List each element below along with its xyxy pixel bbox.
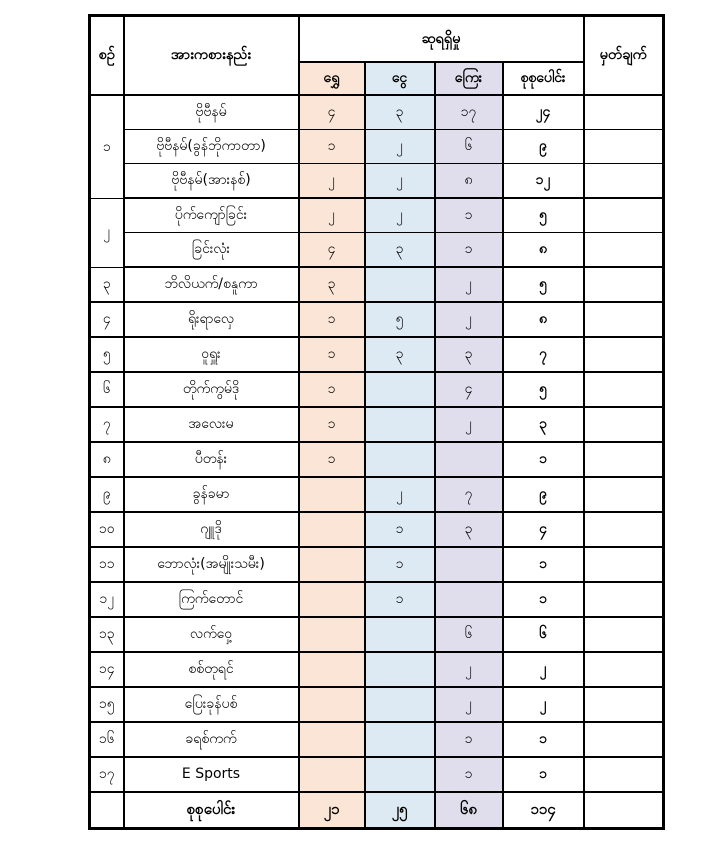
sport-name: ဝူရှူး (124, 337, 299, 372)
row-number: ၂ (90, 198, 124, 267)
gold-value (299, 722, 365, 757)
sport-name: ရိုးရာလှေ (124, 302, 299, 337)
sport-name: ဗိုဗီနမ်(အားနစ်) (124, 164, 299, 199)
gold-value (299, 617, 365, 652)
total-gold-value: ၂၁ (299, 792, 365, 829)
bronze-value: ၆ (435, 130, 503, 164)
header-remark: မှတ်ချက် (584, 16, 664, 96)
table-row (90, 757, 664, 792)
remark-cell (584, 512, 664, 547)
table-body (90, 95, 664, 792)
gold-value: ၄ (299, 95, 365, 130)
table-row (90, 442, 664, 477)
row-number: ၃ (90, 267, 124, 302)
remark-cell (584, 547, 664, 582)
remark-cell (584, 337, 664, 372)
sport-name: ဗိုဗီနမ် (124, 95, 299, 130)
remark-cell (584, 442, 664, 477)
bronze-value: ၄ (435, 372, 503, 407)
silver-value: ၅ (365, 302, 435, 337)
sport-name: ကြက်တောင် (124, 582, 299, 617)
total-value: ၅ (503, 198, 584, 233)
total-value: ၉ (503, 477, 584, 512)
gold-value: ၁ (299, 302, 365, 337)
bronze-value: ၂ (435, 267, 503, 302)
row-number: ၄ (90, 302, 124, 337)
total-value: ၂ (503, 652, 584, 687)
silver-value (365, 617, 435, 652)
table-footer (90, 792, 664, 829)
total-value: ၇ (503, 337, 584, 372)
gold-value: ၁ (299, 372, 365, 407)
header-silver: ငွေ (365, 62, 435, 95)
header-medals: ဆုရရှိမှု (299, 16, 584, 63)
total-value: ၁ (503, 442, 584, 477)
bronze-value: ၈ (435, 164, 503, 199)
row-number: ၈ (90, 442, 124, 477)
table-header (90, 16, 664, 96)
silver-value (365, 652, 435, 687)
row-number: ၁၀ (90, 512, 124, 547)
bronze-value (435, 582, 503, 617)
sport-name: ဘိလိယက်/စနူကာ (124, 267, 299, 302)
total-value: ၂ (503, 687, 584, 722)
sport-name: ပိုက်ကျော်ခြင်း (124, 198, 299, 233)
table-row (90, 512, 664, 547)
sport-name: ခွန်ခမာ (124, 477, 299, 512)
remark-cell (584, 477, 664, 512)
table-row (90, 233, 664, 268)
remark-cell (584, 652, 664, 687)
sport-name: E Sports (124, 757, 299, 792)
gold-value (299, 512, 365, 547)
table-row (90, 130, 664, 164)
silver-value (365, 757, 435, 792)
total-remark-cell (584, 792, 664, 829)
silver-value: ၂ (365, 130, 435, 164)
table-row (90, 722, 664, 757)
total-no-cell (90, 792, 124, 829)
sport-name: ဂျူဒို (124, 512, 299, 547)
total-value: ၉ (503, 130, 584, 164)
silver-value (365, 267, 435, 302)
remark-cell (584, 372, 664, 407)
remark-cell (584, 267, 664, 302)
sport-name: တိုက်ကွမ်ဒို (124, 372, 299, 407)
bronze-value (435, 442, 503, 477)
bronze-value: ၁ (435, 233, 503, 268)
header-bronze: ကြေး (435, 62, 503, 95)
total-value: ၂၄ (503, 95, 584, 130)
silver-value: ၃ (365, 337, 435, 372)
medal-tally-table (88, 14, 665, 830)
remark-cell (584, 407, 664, 442)
silver-value: ၃ (365, 95, 435, 130)
row-number: ၁၂ (90, 582, 124, 617)
silver-value: ၁ (365, 582, 435, 617)
gold-value (299, 547, 365, 582)
sport-name: လက်ဝှေ့ (124, 617, 299, 652)
remark-cell (584, 757, 664, 792)
table-row (90, 477, 664, 512)
gold-value: ၁ (299, 337, 365, 372)
gold-value: ၁ (299, 407, 365, 442)
gold-value (299, 582, 365, 617)
total-row (90, 792, 664, 829)
silver-value (365, 372, 435, 407)
total-value: ၁ (503, 722, 584, 757)
bronze-value: ၁ (435, 198, 503, 233)
silver-value (365, 407, 435, 442)
silver-value: ၁ (365, 547, 435, 582)
bronze-value: ၁ (435, 757, 503, 792)
row-number: ၁၆ (90, 722, 124, 757)
silver-value (365, 442, 435, 477)
table-row (90, 95, 664, 130)
row-number: ၁၅ (90, 687, 124, 722)
row-number: ၉ (90, 477, 124, 512)
remark-cell (584, 198, 664, 233)
total-value: ၈ (503, 233, 584, 268)
gold-value (299, 477, 365, 512)
silver-value (365, 722, 435, 757)
gold-value: ၃ (299, 267, 365, 302)
gold-value (299, 757, 365, 792)
table-row (90, 372, 664, 407)
remark-cell (584, 617, 664, 652)
total-silver-value: ၂၅ (365, 792, 435, 829)
row-number: ၁၄ (90, 652, 124, 687)
row-number: ၁၃ (90, 617, 124, 652)
silver-value (365, 687, 435, 722)
table-row (90, 687, 664, 722)
sport-name: ပီတန်း (124, 442, 299, 477)
silver-value: ၁ (365, 512, 435, 547)
header-gold: ရွှေ (299, 62, 365, 95)
gold-value: ၁ (299, 130, 365, 164)
total-value: ၅ (503, 267, 584, 302)
header-no: စဉ် (90, 16, 124, 96)
sport-name: ဗိုဗီနမ်(ခွန်ဘိုကာတာ) (124, 130, 299, 164)
bronze-value: ၇ (435, 477, 503, 512)
bronze-value: ၁၇ (435, 95, 503, 130)
bronze-value: ၃ (435, 512, 503, 547)
gold-value: ၁ (299, 442, 365, 477)
silver-value: ၂ (365, 198, 435, 233)
gold-value (299, 687, 365, 722)
total-value: ၆ (503, 617, 584, 652)
header-total: စုစုပေါင်း (503, 62, 584, 95)
gold-value (299, 652, 365, 687)
sport-name: ပြေးခုန်ပစ် (124, 687, 299, 722)
bronze-value: ၂ (435, 302, 503, 337)
table-row (90, 198, 664, 233)
bronze-value: ၂ (435, 407, 503, 442)
bronze-value: ၂ (435, 652, 503, 687)
row-number: ၁၁ (90, 547, 124, 582)
total-value: ၁ (503, 582, 584, 617)
bronze-value (435, 547, 503, 582)
total-value: ၁၂ (503, 164, 584, 199)
table-row (90, 617, 664, 652)
sport-name: ခရစ်ကက် (124, 722, 299, 757)
remark-cell (584, 302, 664, 337)
total-value: ၃ (503, 407, 584, 442)
total-value: ၈ (503, 302, 584, 337)
header-sport: အားကစားနည်း (124, 16, 299, 96)
table-row (90, 302, 664, 337)
remark-cell (584, 95, 664, 130)
row-number: ၆ (90, 372, 124, 407)
bronze-value: ၆ (435, 617, 503, 652)
row-number: ၁ (90, 95, 124, 198)
gold-value: ၂ (299, 198, 365, 233)
bronze-value: ၁ (435, 722, 503, 757)
remark-cell (584, 233, 664, 268)
remark-cell (584, 687, 664, 722)
table-row (90, 547, 664, 582)
row-number: ၅ (90, 337, 124, 372)
total-value: ၁ (503, 757, 584, 792)
remark-cell (584, 582, 664, 617)
table-row (90, 337, 664, 372)
remark-cell (584, 722, 664, 757)
total-value: ၁ (503, 547, 584, 582)
total-total-value: ၁၁၄ (503, 792, 584, 829)
silver-value: ၂ (365, 164, 435, 199)
silver-value: ၂ (365, 477, 435, 512)
bronze-value: ၃ (435, 337, 503, 372)
sport-name: ခြင်းလုံး (124, 233, 299, 268)
table-row (90, 267, 664, 302)
table-row (90, 407, 664, 442)
gold-value: ၂ (299, 164, 365, 199)
table-row (90, 582, 664, 617)
remark-cell (584, 164, 664, 199)
table-row (90, 164, 664, 199)
total-bronze-value: ၆၈ (435, 792, 503, 829)
row-number: ၇ (90, 407, 124, 442)
total-value: ၅ (503, 372, 584, 407)
total-value: ၄ (503, 512, 584, 547)
gold-value: ၄ (299, 233, 365, 268)
remark-cell (584, 130, 664, 164)
silver-value: ၃ (365, 233, 435, 268)
sport-name: စစ်တုရင် (124, 652, 299, 687)
total-label: စုစုပေါင်း (124, 792, 299, 829)
sport-name: ဘောလုံး(အမျိုးသမီး) (124, 547, 299, 582)
row-number: ၁၇ (90, 757, 124, 792)
sport-name: အလေးမ (124, 407, 299, 442)
table-row (90, 652, 664, 687)
bronze-value: ၂ (435, 687, 503, 722)
